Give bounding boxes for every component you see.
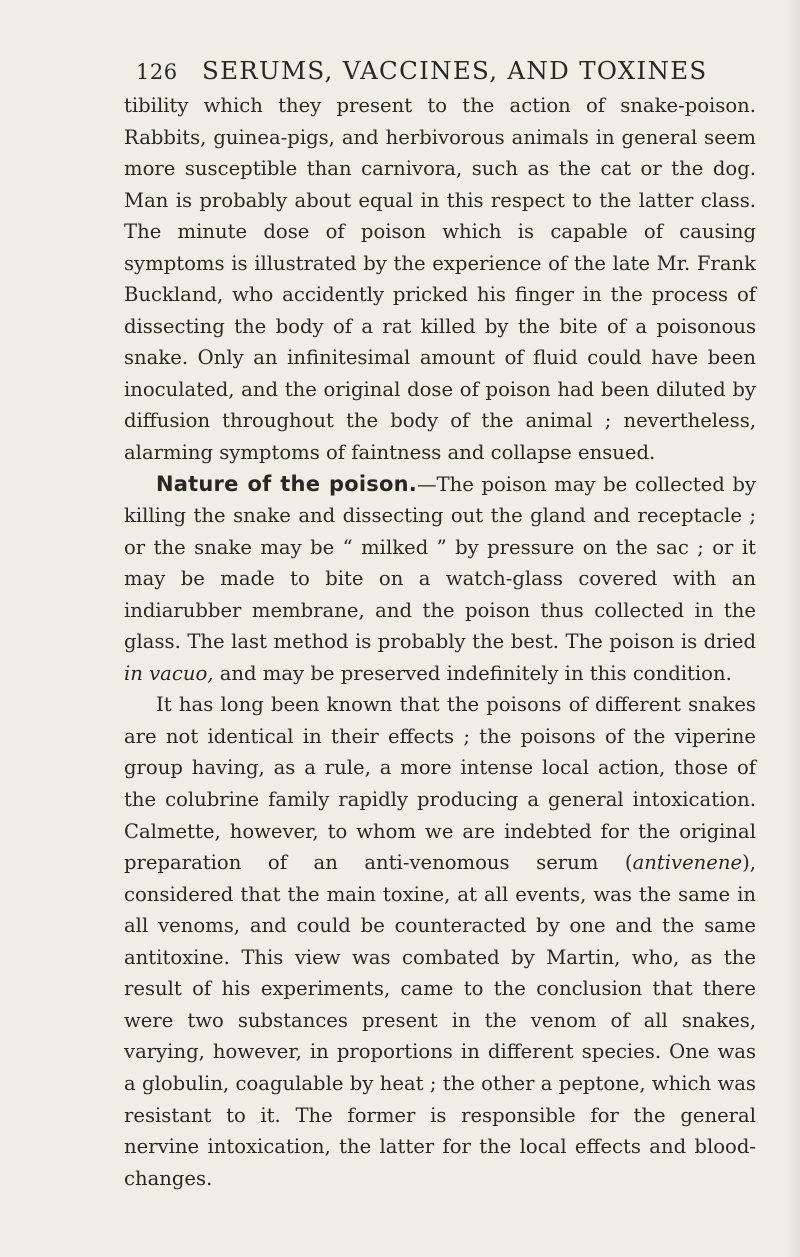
body-text (124, 90, 756, 1194)
section-heading-nature-of-poison: Nature of the poison. (156, 471, 417, 496)
paragraph-2-italic: in vacuo, (124, 661, 214, 685)
page-number: 126 (136, 60, 178, 84)
paragraph-1 (124, 90, 756, 469)
paragraph-3-text-a: It has long been known that the poisons of different snakes are not identical in their effects ; the poisons of the viperine group having, as a rule, a more intense local action, those of the colubrine family rapidly producing a general intoxication. Calmette, however, to whom we are indebted for the original preparation of an anti-venomous serum ( (124, 693, 756, 875)
paragraph-3-italic: antivenene (632, 851, 743, 875)
paragraph-3 (124, 689, 756, 1194)
page-edge-shadow (786, 0, 800, 1257)
paragraph-2-tail: and may be preserved indefinitely in this condition. (213, 661, 732, 685)
paragraph-1-text: tibility which they present to the action of snake-poison. Rabbits, guinea-pigs, and herbivorous animals in general seem more susceptible than carnivora, such as the cat or the dog. Man is probably about equal in this respect to the latter class. The minute dose of poison which is capable of causing symptoms is illustrated by the experience of the late Mr. Frank Buckland, who accidently pricked his finger in the process of dissecting the body of a rat killed by the bite of a poisonous snake. Only an infinitesimal amount of fluid could have been inoculated, and the original dose of poison had been diluted by diffusion throughout the body of the animal ; nevertheless, alarming symptoms of faintness and collapse ensued. (124, 94, 756, 465)
running-title: SERUMS, VACCINES, AND TOXINES (202, 56, 708, 85)
paragraph-2-text: —The poison may be collected by killing the snake and dissecting out the gland and receptacle ; or the snake may be “ milked ” by pressure on the sac ; or it may be made to bite on a watch-glass covered with an indiarubber membrane, and the poison thus collected in the glass. The last method is probably the best. The poison is dried (124, 472, 757, 654)
paragraph-2 (124, 469, 756, 690)
paragraph-3-text-b: ), considered that the main toxine, at all events, was the same in all venoms, and could be counteracted by one and the same antitoxine. This view was combated by Martin, who, as the result of his experiments, came to the conclusion that there were two substances present in the venom of all snakes, varying, however, in proportions in different species. One was a globulin, coagulable by heat ; the other a peptone, which was resistant to it. The former is responsible for the general nervine intoxication, the latter for the local effects and blood-changes. (124, 851, 756, 1190)
